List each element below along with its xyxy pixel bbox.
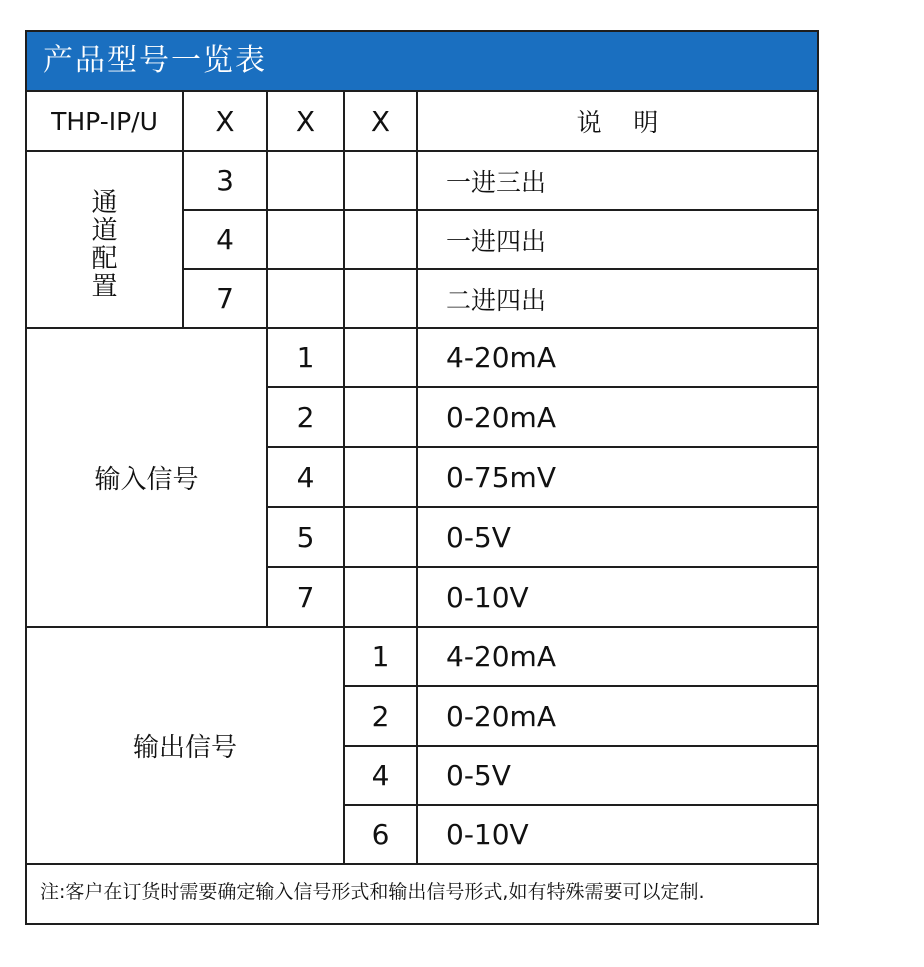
channel-label-char: 通: [91, 187, 118, 218]
input-desc: 0-10V: [446, 580, 529, 614]
output-desc: 0-20mA: [446, 699, 556, 733]
output-code: 2: [371, 699, 390, 733]
header-model: THP-IP/U: [51, 106, 158, 136]
output-desc: 0-10V: [446, 818, 529, 851]
output-code: 4: [371, 759, 390, 792]
input-desc: 4-20mA: [446, 341, 556, 374]
channel-desc: 二进四出: [446, 285, 547, 315]
output-label: 输出信号: [132, 733, 237, 763]
header-description: 说 明: [576, 108, 659, 137]
input-code: 7: [296, 580, 315, 614]
channel-label-char: 道: [91, 215, 118, 246]
input-code: 1: [296, 341, 315, 374]
divider: [25, 863, 819, 865]
output-code: 6: [371, 818, 390, 851]
header-x3: X: [370, 104, 391, 138]
channel-label-char: 配: [91, 243, 118, 274]
channel-label: [27, 152, 182, 327]
channel-code: 4: [216, 223, 234, 256]
table-title: 产品型号一览表: [27, 32, 817, 90]
header-x1: X: [215, 104, 235, 138]
input-desc: 0-20mA: [446, 400, 556, 434]
channel-label-char: 置: [91, 271, 118, 302]
input-code: 5: [296, 520, 315, 554]
input-code: 4: [296, 460, 315, 494]
input-code: 2: [296, 400, 315, 434]
output-desc: 0-5V: [446, 759, 511, 792]
footnote: 注:客户在订货时需要确定输入信号形式和输出信号形式,如有特殊需要可以定制.: [40, 881, 705, 903]
output-desc: 4-20mA: [446, 640, 556, 673]
channel-desc: 一进四出: [446, 226, 547, 256]
input-desc: 0-5V: [446, 520, 511, 554]
header-x2: X: [295, 104, 316, 138]
channel-desc: 一进三出: [446, 167, 547, 197]
input-desc: 0-75mV: [446, 460, 556, 494]
input-label: 输入信号: [94, 465, 199, 495]
channel-code: 7: [216, 282, 234, 315]
channel-code: 3: [216, 164, 234, 197]
output-code: 1: [371, 640, 390, 673]
